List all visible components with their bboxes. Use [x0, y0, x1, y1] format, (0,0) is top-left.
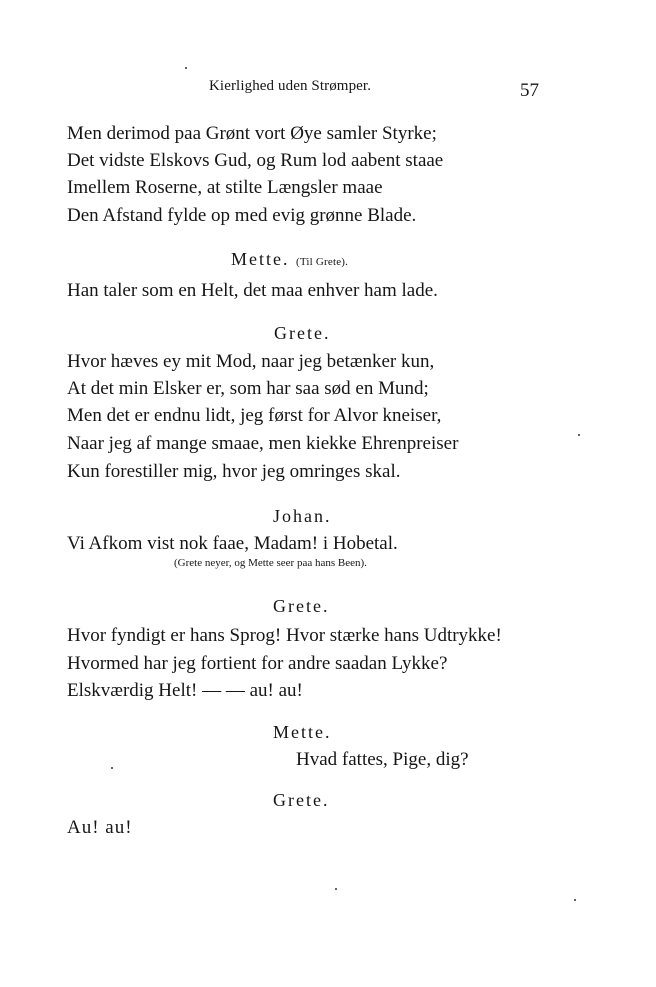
speech-line: Hvormed har jeg fortient for andre saadan Lykke? [67, 653, 448, 674]
speaker-name-grete: Grete. [273, 596, 330, 616]
scan-speck [111, 767, 113, 769]
speech-line: Hvad fattes, Pige, dig? [296, 749, 469, 770]
stage-direction: (Grete neyer, og Mette seer paa hans Been). [174, 557, 367, 569]
speech-line: Vi Afkom vist nok faae, Madam! i Hobetal. [67, 533, 398, 554]
scan-speck [574, 899, 576, 901]
page-number: 57 [520, 80, 539, 101]
speaker-name-grete: Grete. [274, 323, 331, 343]
speaker-name-grete: Grete. [273, 790, 330, 810]
speaker-name-johan: Johan. [273, 506, 332, 526]
speech-line: Elskværdig Helt! — — au! au! [67, 680, 303, 701]
speech-line: Men det er endnu lidt, jeg først for Alvor kneiser, [67, 405, 442, 426]
speech-line: At det min Elsker er, som har saa sød en Mund; [67, 378, 429, 399]
speech-line: Naar jeg af mange smaae, men kiekke Ehrenpreiser [67, 433, 459, 454]
speech-line: Kun forestiller mig, hvor jeg omringes skal. [67, 461, 401, 482]
verse-line: Men derimod paa Grønt vort Øye samler Styrke; [67, 123, 437, 144]
speech-line: Au! au! [67, 817, 133, 838]
verse-line: Den Afstand fylde op med evig grønne Blade. [67, 205, 417, 226]
speech-line: Han taler som en Helt, det maa enhver ham lade. [67, 280, 438, 301]
verse-line: Imellem Roserne, at stilte Længsler maae [67, 177, 383, 198]
speaker-name-mette: Mette. [273, 722, 332, 742]
speech-line: Hvor fyndigt er hans Sprog! Hvor stærke hans Udtrykke! [67, 625, 502, 646]
speaker-name-mette: Mette. [231, 249, 290, 269]
verse-line: Det vidste Elskovs Gud, og Rum lod aabent staae [67, 150, 444, 171]
stage-direction: (Til Grete). [296, 256, 349, 268]
scan-speck [578, 434, 580, 436]
running-title: Kierlighed uden Strømper. [209, 78, 372, 94]
scan-speck [335, 888, 337, 890]
speaker-heading [231, 247, 348, 274]
running-head [0, 78, 656, 102]
scan-speck [185, 67, 187, 69]
speech-line: Hvor hæves ey mit Mod, naar jeg betænker kun, [67, 351, 435, 372]
